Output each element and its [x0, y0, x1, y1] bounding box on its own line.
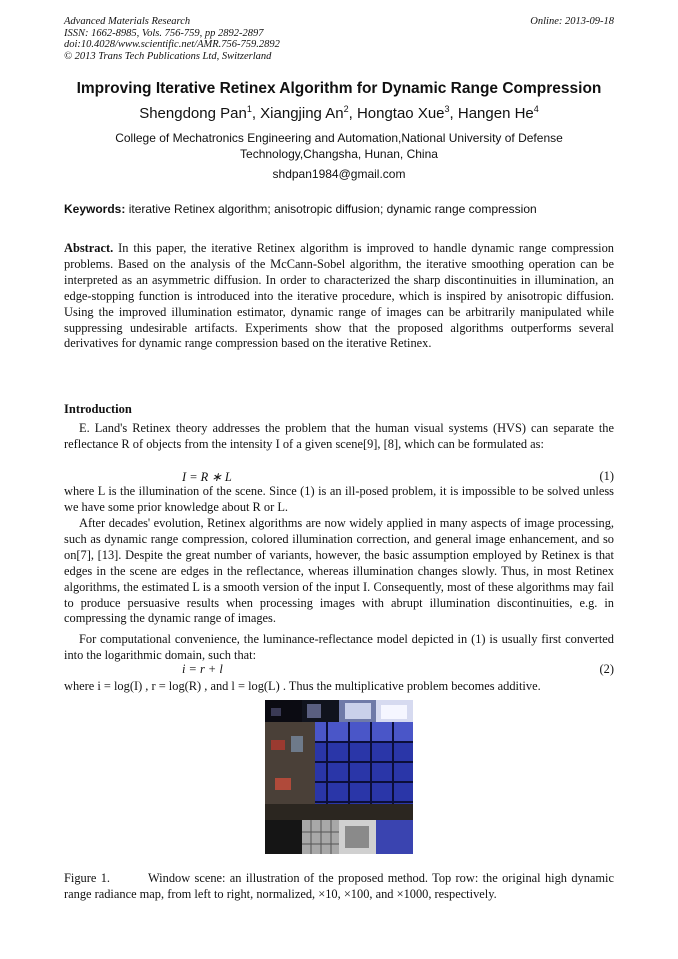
author-sup: 3 [444, 104, 450, 114]
figure-caption-text: Window scene: an illustration of the proposed method. Top row: the original high dynamic range radiance map, from left to right, normalized, ×10, ×100, and ×1000, respectively. [64, 871, 614, 901]
author-name: Hongtao Xue [356, 105, 445, 122]
equation-number: (2) [599, 662, 614, 676]
issn: ISSN: 1662-8985, Vols. 756-759, pp 2892-2897 [64, 27, 264, 39]
intro-p1: E. Land's Retinex theory addresses the problem that the human visual systems (HVS) can separate the reflectance R of objects from the intensity I of a given scene[9], [8], which can be formulated as: [64, 421, 614, 451]
thumb-bottom-1 [265, 820, 302, 854]
paper-title: Improving Iterative Retinex Algorithm for Dynamic Range Compression [76, 80, 602, 97]
floor [265, 804, 413, 820]
intro-paragraph-5 [64, 679, 614, 695]
thumb-detail [345, 826, 369, 848]
equation-expr: I = R ∗ L [182, 470, 232, 484]
affiliation: College of Mechatronics Engineering and Automation,National University of Defense Technology,Changsha, Hunan, China [115, 131, 563, 161]
keywords-text: iterative Retinex algorithm; anisotropic diffusion; dynamic range compression [128, 202, 537, 216]
author-sup: 1 [246, 104, 252, 114]
author-name: Xiangjing An [260, 105, 344, 122]
author-sup: 4 [533, 104, 539, 114]
keywords [64, 202, 537, 216]
intro-p3: After decades' evolution, Retinex algorithms are now widely applied in many aspects of image processing, such as dynamic range compression, colored illumination correction, and general image enhancement, and so on[7], [13]. Despite the great number of variants, however, the basic assumption employed by Retinex is that edges in the scene are edges in the reflectance, whereas illumination changes slowly. Thus, in most Retinex algorithms, the estimated L is a smooth version of the input I. Consequently, most of these algorithms may fail to produce persuasive results when processing images with abrupt illumination discontinuities, e.g. in compressing the dynamic range of images. [64, 516, 614, 626]
keywords-label: Keywords: [64, 202, 126, 216]
author-sup: 2 [343, 104, 349, 114]
email[interactable]: shdpan1984@gmail.com [272, 167, 406, 181]
poster [275, 778, 291, 790]
thumb-detail [345, 703, 371, 719]
thumb-bottom-4 [376, 820, 413, 854]
abstract [64, 241, 614, 352]
figure-label: Figure 1. [64, 871, 110, 885]
abstract-label: Abstract. [64, 241, 114, 255]
author-name: Shengdong Pan [139, 105, 247, 122]
thumb-detail [381, 705, 407, 719]
intro-p5: where i = log(I) , r = log(R) , and l = log(L) . Thus the multiplicative problem becomes additive. [64, 679, 541, 693]
poster [271, 740, 285, 750]
abstract-text: In this paper, the iterative Retinex algorithm is improved to handle dynamic range compression problems. Based on the analysis of the McCann-Sobel algorithm, the iterative smoothing operation can be interpreted as an asymmetric diffusion. In order to characterized the sharp discontinuities in illumination, an edge-stopping function is introduced into the iterative procedure, which is inspired by anisotropic diffusion. Using the improved illumination estimator, dynamic range of images can be arbitrarily manipulated while suppressing undesirable artifacts. Experiments show that the proposed algorithms outperforms several derivatives for dynamic range compression based on the iterative Retinex. [64, 241, 614, 351]
equation-1 [64, 469, 614, 485]
equation-number: (1) [599, 469, 614, 483]
journal-name: Advanced Materials Research [64, 16, 191, 27]
intro-paragraph-1 [64, 421, 614, 453]
thumb-detail [307, 704, 321, 718]
equation-expr: i = r + l [182, 662, 223, 676]
intro-paragraph-2 [64, 484, 614, 516]
equation-2 [64, 662, 614, 678]
thumb-normalized [265, 700, 302, 722]
online-date: Online: 2013-09-18 [530, 16, 614, 27]
window-scene-figure [265, 700, 413, 854]
thumb-detail [271, 708, 281, 716]
intro-paragraph-4 [64, 632, 614, 664]
author-name: Hangen He [457, 105, 534, 122]
figure-caption [64, 871, 614, 903]
journal-header [64, 16, 280, 62]
doi: doi:10.4028/www.scientific.net/AMR.756-759.2892 [64, 39, 280, 50]
poster [291, 736, 303, 752]
intro-p4: For computational convenience, the luminance-reflectance model depicted in (1) is usually first converted into the logarithmic domain, such that: [64, 632, 614, 662]
intro-p2: where L is the illumination of the scene. Since (1) is an ill-posed problem, it is impossible to be solved unless we have some prior knowledge about R or L. [64, 484, 614, 514]
authors: Shengdong Pan$^1$, Xiangjing An$^2$, Hongtao Xue$^3$, Hangen He$^4$ [139, 104, 539, 122]
intro-paragraph-3 [64, 516, 614, 627]
section-heading: Introduction [64, 402, 132, 416]
figure-image [265, 700, 413, 854]
copyright: © 2013 Trans Tech Publications Ltd, Switzerland [64, 50, 272, 62]
